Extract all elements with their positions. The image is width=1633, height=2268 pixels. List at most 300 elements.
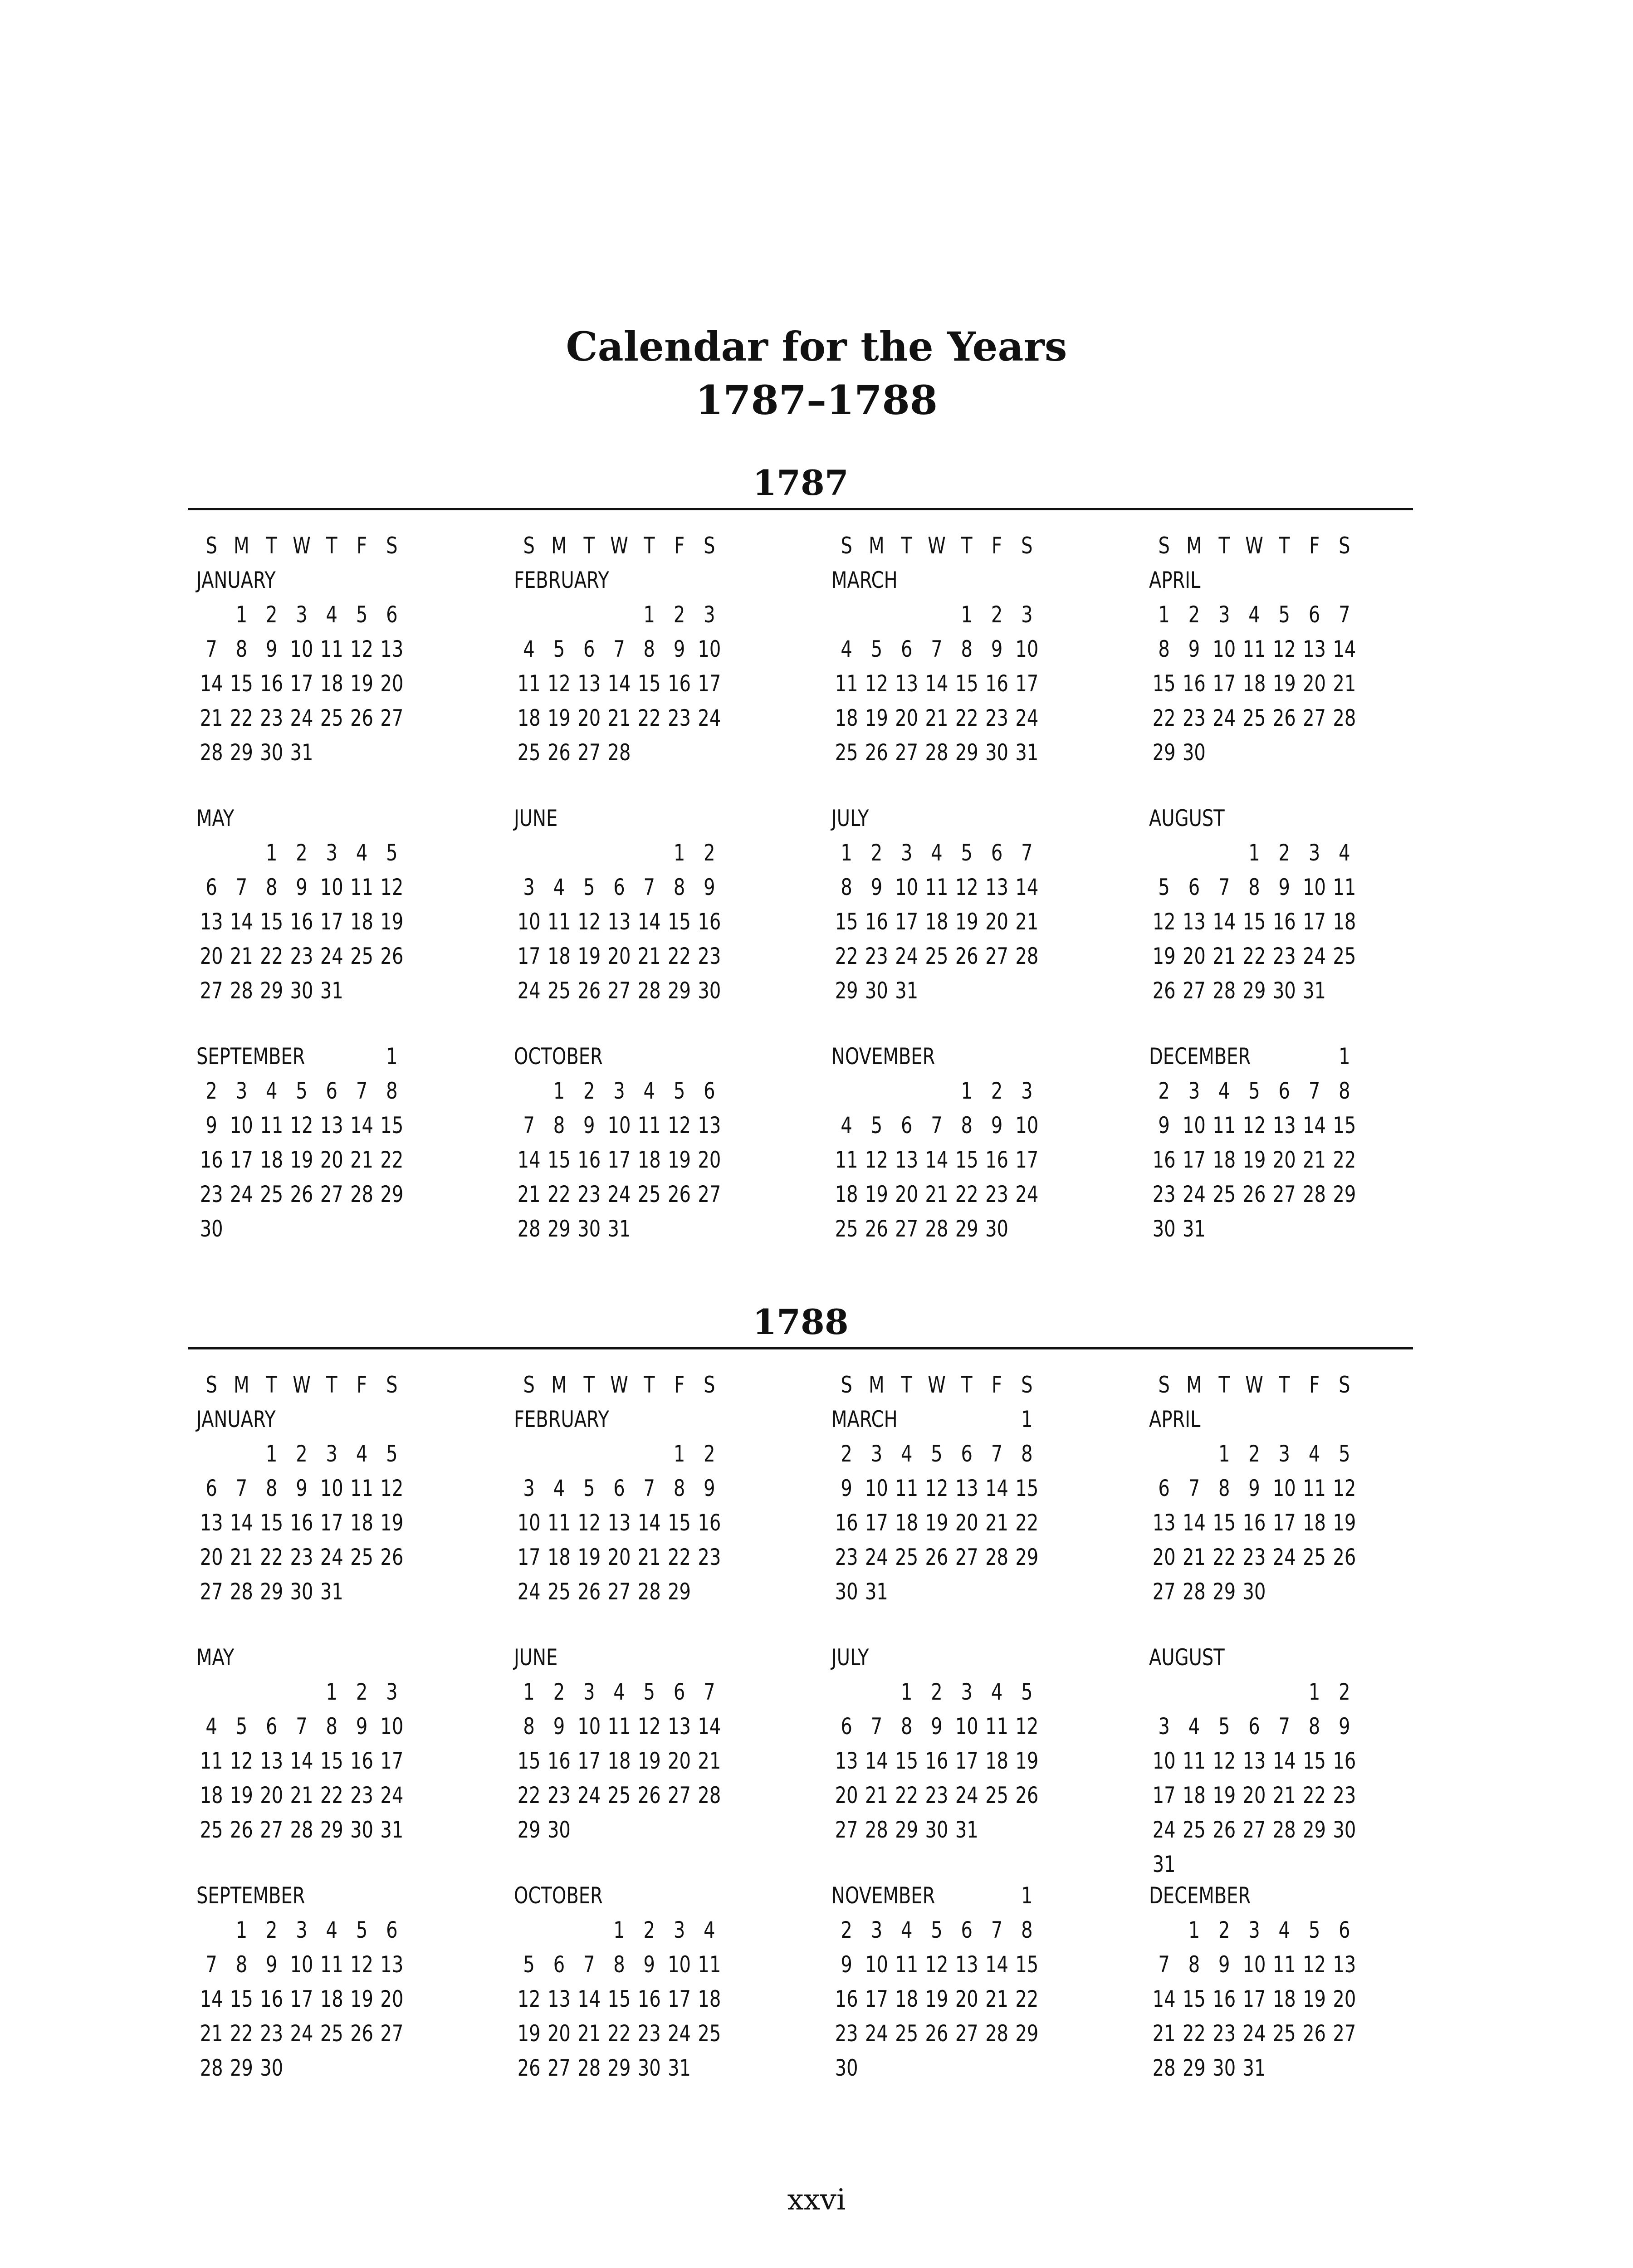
day-number: 19 (865, 705, 888, 731)
week-row (1149, 870, 1359, 904)
day-number: 27 (607, 978, 631, 1004)
day-number: 30 (260, 2055, 284, 2081)
weekday-label: S (1339, 1372, 1350, 1398)
empty-day (544, 1437, 574, 1471)
day-number: 14 (1333, 636, 1356, 662)
day-number: 16 (637, 1986, 661, 2012)
day-number: 25 (547, 1579, 571, 1605)
day-number: 20 (835, 1782, 858, 1809)
day-number: 30 (1182, 739, 1206, 766)
day-number: 5 (553, 636, 565, 662)
weekday-label: S (1021, 1372, 1033, 1398)
day-number: 17 (320, 909, 343, 935)
day-number: 19 (290, 1147, 313, 1173)
day-number: 15 (955, 1147, 978, 1173)
day-number: 25 (895, 2020, 919, 2047)
month-name-row (514, 1039, 724, 1074)
day-number: 4 (900, 1441, 913, 1467)
day-number: 4 (613, 1679, 625, 1705)
day-number: 17 (230, 1147, 253, 1173)
empty-day (861, 1675, 891, 1709)
day-number: 24 (1015, 1181, 1039, 1207)
day-number: 6 (386, 601, 398, 628)
day-number: 28 (1015, 943, 1039, 969)
day-number: 1 (553, 1078, 565, 1104)
day-number: 16 (290, 1510, 313, 1536)
day-number: 9 (643, 1951, 655, 1978)
weekday-label: M (551, 1372, 567, 1398)
day-number: 2 (841, 1917, 852, 1943)
day-number: 6 (386, 1917, 398, 1943)
day-number: 13 (985, 874, 1009, 900)
day-number: 5 (296, 1078, 308, 1104)
day-number: 27 (955, 2020, 978, 2047)
day-number: 8 (841, 874, 852, 900)
weekday-label: T (266, 1372, 277, 1398)
week-row (1149, 1437, 1359, 1471)
week-row (1149, 1074, 1359, 1108)
empty-day (574, 836, 604, 870)
day-number: 19 (547, 705, 571, 731)
day-number: 12 (1333, 1475, 1356, 1501)
day-number: 3 (870, 1441, 883, 1467)
day-number: 10 (895, 874, 919, 900)
week-row (1149, 1505, 1359, 1540)
day-number: 7 (931, 636, 943, 662)
day-number: 20 (577, 705, 601, 731)
day-number: 17 (1242, 1986, 1266, 2012)
day-number: 23 (200, 1181, 223, 1207)
week-row (1149, 1574, 1359, 1609)
day-number: 26 (637, 1782, 661, 1809)
day-number: 20 (1272, 1147, 1296, 1173)
day-number: 10 (320, 1475, 343, 1501)
day-number: 15 (607, 1986, 631, 2012)
day-number: 11 (895, 1951, 919, 1978)
week-row (514, 1505, 724, 1540)
day-number: 18 (350, 1510, 374, 1536)
day-number: 14 (200, 1986, 223, 2012)
day-number: 30 (835, 2055, 858, 2081)
empty-day (604, 597, 634, 632)
day-number: 13 (607, 909, 631, 935)
empty-day (1179, 1675, 1209, 1709)
day-number: 12 (668, 1112, 691, 1139)
day-number: 9 (1158, 1112, 1170, 1139)
day-number: 11 (350, 1475, 374, 1501)
day-number: 14 (1213, 909, 1236, 935)
week-row (1149, 1039, 1359, 1074)
day-number: 26 (1333, 1544, 1356, 1570)
day-number: 9 (704, 1475, 715, 1501)
day-number: 22 (835, 943, 858, 969)
day-number: 29 (607, 2055, 631, 2081)
day-number: 24 (1182, 1181, 1206, 1207)
day-number: 23 (350, 1782, 374, 1809)
weekday-label: F (1309, 1372, 1320, 1398)
empty-day (514, 1913, 544, 1947)
day-number: 28 (607, 739, 631, 766)
day-number: 26 (865, 739, 888, 766)
day-number: 3 (870, 1917, 883, 1943)
day-number: 3 (961, 1679, 973, 1705)
day-number: 23 (835, 2020, 858, 2047)
day-number: 15 (1015, 1475, 1039, 1501)
day-number: 21 (637, 1544, 661, 1570)
day-number: 25 (1303, 1544, 1326, 1570)
day-number: 19 (1015, 1748, 1039, 1774)
month-name-row (514, 563, 724, 597)
weekday-label: S (1021, 533, 1033, 559)
week-row (196, 939, 407, 973)
day-number: 9 (1278, 874, 1290, 900)
day-number: 2 (1218, 1917, 1230, 1943)
day-number: 1 (900, 1679, 913, 1705)
month-name: MARCH (831, 1402, 900, 1437)
day-number: 23 (1242, 1544, 1266, 1570)
day-number: 24 (1213, 705, 1236, 731)
day-number: 27 (1303, 705, 1326, 731)
day-number: 26 (577, 978, 601, 1004)
day-number: 26 (1152, 978, 1176, 1004)
empty-day (196, 1913, 226, 1947)
week-row (196, 1744, 407, 1778)
day-number: 12 (230, 1748, 253, 1774)
day-number: 1 (523, 1679, 535, 1705)
day-number: 27 (1333, 2020, 1356, 2047)
day-number: 17 (955, 1748, 978, 1774)
day-number: 2 (673, 601, 685, 628)
day-number: 20 (200, 943, 223, 969)
day-number: 7 (205, 1951, 217, 1978)
day-number: 25 (1182, 1817, 1206, 1843)
day-number: 17 (517, 943, 541, 969)
day-number: 24 (698, 705, 721, 731)
day-number: 1 (961, 1078, 973, 1104)
week-row (196, 904, 407, 939)
day-number: 6 (900, 636, 913, 662)
day-number: 16 (668, 670, 691, 697)
day-number: 6 (205, 874, 217, 900)
week-row (196, 2016, 407, 2051)
day-number: 29 (517, 1817, 541, 1843)
day-number: 13 (200, 1510, 223, 1536)
day-number: 15 (1015, 1951, 1039, 1978)
day-number: 9 (356, 1713, 368, 1740)
day-number: 5 (870, 636, 883, 662)
day-number: 17 (380, 1748, 404, 1774)
day-number: 14 (1152, 1986, 1176, 2012)
day-number: 26 (1213, 1817, 1236, 1843)
day-number: 25 (200, 1817, 223, 1843)
day-number: 29 (668, 978, 691, 1004)
weekday-label: M (234, 1372, 249, 1398)
day-number: 8 (386, 1078, 398, 1104)
day-number: 5 (643, 1679, 655, 1705)
month-name-row (196, 1402, 407, 1437)
day-number: 1 (1248, 840, 1260, 866)
week-row (514, 1778, 724, 1813)
day-number: 5 (356, 601, 368, 628)
day-number: 18 (320, 670, 343, 697)
day-number: 12 (1303, 1951, 1326, 1978)
day-number: 17 (1303, 909, 1326, 935)
week-row (196, 1778, 407, 1813)
day-number: 23 (925, 1782, 949, 1809)
day-number: 31 (1303, 978, 1326, 1004)
day-number: 9 (296, 1475, 308, 1501)
day-number: 13 (1182, 909, 1206, 935)
day-number: 21 (607, 705, 631, 731)
day-number: 10 (865, 1475, 888, 1501)
month-name-row (831, 1039, 1042, 1074)
day-number: 22 (955, 1181, 978, 1207)
empty-day (922, 597, 952, 632)
day-number: 26 (380, 943, 404, 969)
week-row (196, 1813, 407, 1847)
day-number: 6 (1188, 874, 1200, 900)
day-number: 28 (230, 978, 253, 1004)
day-number: 1 (673, 1441, 685, 1467)
day-number: 28 (985, 1544, 1009, 1570)
day-number: 28 (290, 1817, 313, 1843)
day-number: 14 (925, 670, 949, 697)
week-row (196, 1212, 407, 1246)
day-number: 4 (356, 1441, 368, 1467)
month-name-row (831, 1640, 1042, 1675)
week-row (831, 1744, 1042, 1778)
day-number: 7 (1188, 1475, 1200, 1501)
day-number: 13 (955, 1475, 978, 1501)
day-number: 24 (865, 1544, 888, 1570)
weekday-label: S (1339, 533, 1350, 559)
day-number: 8 (1339, 1078, 1350, 1104)
day-number: 23 (1272, 943, 1296, 969)
month-name: APRIL (1149, 1402, 1203, 1437)
month-march (831, 528, 1042, 770)
weekday-label: S (1158, 1372, 1170, 1398)
day-number: 5 (235, 1713, 248, 1740)
week-row (196, 2051, 407, 2085)
day-number: 16 (985, 670, 1009, 697)
week-row (831, 939, 1042, 973)
day-number: 8 (1248, 874, 1260, 900)
day-number: 24 (517, 1579, 541, 1605)
day-number: 25 (320, 705, 343, 731)
day-number: 13 (1152, 1510, 1176, 1536)
empty-day (514, 597, 544, 632)
day-number: 12 (865, 1147, 888, 1173)
day-number: 18 (698, 1986, 721, 2012)
day-number: 2 (296, 840, 308, 866)
day-number: 8 (235, 1951, 248, 1978)
day-number: 3 (704, 601, 715, 628)
day-number: 28 (350, 1181, 374, 1207)
day-number: 8 (235, 636, 248, 662)
day-number: 2 (296, 1441, 308, 1467)
day-number: 19 (925, 1986, 949, 2012)
day-number: 19 (350, 670, 374, 697)
weekday-label: M (234, 533, 249, 559)
day-number: 24 (1015, 705, 1039, 731)
day-number: 26 (925, 1544, 949, 1570)
day-number: 7 (296, 1713, 308, 1740)
day-number: 2 (841, 1441, 852, 1467)
weekday-label: T (644, 1372, 655, 1398)
day-number: 18 (1213, 1147, 1236, 1173)
day-number: 25 (925, 943, 949, 969)
week-row (196, 973, 407, 1008)
day-number: 5 (356, 1917, 368, 1943)
day-number: 29 (1333, 1181, 1356, 1207)
day-number: 15 (668, 909, 691, 935)
day-number: 25 (637, 1181, 661, 1207)
day-number: 28 (1272, 1817, 1296, 1843)
day-number: 6 (553, 1951, 565, 1978)
day-number: 23 (985, 1181, 1009, 1207)
day-number: 26 (547, 739, 571, 766)
week-row (1149, 1813, 1359, 1847)
day-number: 21 (230, 1544, 253, 1570)
day-number: 3 (326, 1441, 337, 1467)
week-row (831, 904, 1042, 939)
day-number: 23 (698, 1544, 721, 1570)
day-number: 6 (613, 874, 625, 900)
week-row (514, 1982, 724, 2016)
day-number: 7 (643, 1475, 655, 1501)
week-row (831, 1778, 1042, 1813)
weekday-label: W (610, 533, 628, 559)
day-number: 1 (235, 601, 248, 628)
day-number: 14 (985, 1475, 1009, 1501)
day-number: 21 (290, 1782, 313, 1809)
day-number: 12 (925, 1475, 949, 1501)
day-number: 15 (230, 1986, 253, 2012)
day-number: 1 (1339, 1043, 1350, 1070)
weekday-header (831, 528, 1042, 563)
day-number: 16 (985, 1147, 1009, 1173)
day-number: 18 (1333, 909, 1356, 935)
day-number: 3 (523, 1475, 535, 1501)
day-number: 11 (260, 1112, 284, 1139)
day-number: 6 (583, 636, 595, 662)
day-number: 26 (1303, 2020, 1326, 2047)
week-row (196, 1540, 407, 1574)
empty-day (831, 597, 861, 632)
day-number: 18 (895, 1510, 919, 1536)
day-number: 10 (698, 636, 721, 662)
empty-day (544, 1913, 574, 1947)
weekday-header (514, 1368, 724, 1402)
empty-day (196, 1437, 226, 1471)
day-number: 6 (326, 1078, 337, 1104)
day-number: 1 (326, 1679, 337, 1705)
day-number: 17 (517, 1544, 541, 1570)
day-number: 2 (553, 1679, 565, 1705)
day-number: 17 (290, 670, 313, 697)
day-number: 17 (698, 670, 721, 697)
day-number: 23 (260, 705, 284, 731)
day-number: 20 (895, 1181, 919, 1207)
weekday-label: T (1218, 1372, 1230, 1398)
day-number: 29 (1015, 1544, 1039, 1570)
day-number: 4 (704, 1917, 715, 1943)
day-number: 29 (260, 1579, 284, 1605)
day-number: 19 (925, 1510, 949, 1536)
day-number: 30 (637, 2055, 661, 2081)
day-number: 23 (835, 1544, 858, 1570)
week-row (831, 1505, 1042, 1540)
day-number: 16 (547, 1748, 571, 1774)
day-number: 8 (265, 874, 278, 900)
day-number: 2 (1248, 1441, 1260, 1467)
day-number: 7 (643, 874, 655, 900)
week-row (1149, 1982, 1359, 2016)
day-number: 18 (1303, 1510, 1326, 1536)
day-number: 20 (1182, 943, 1206, 969)
day-number: 2 (991, 1078, 1003, 1104)
day-number: 24 (320, 1544, 343, 1570)
weekday-label: F (1309, 533, 1320, 559)
week-row (1149, 2051, 1359, 2085)
day-number: 17 (1015, 1147, 1039, 1173)
year-heading: 1787 (753, 463, 849, 503)
day-number: 16 (1272, 909, 1296, 935)
week-row (196, 1143, 407, 1177)
day-number: 22 (230, 705, 253, 731)
day-number: 20 (955, 1510, 978, 1536)
day-number: 2 (583, 1078, 595, 1104)
day-number: 30 (1333, 1817, 1356, 1843)
day-number: 5 (386, 840, 398, 866)
day-number: 29 (320, 1817, 343, 1843)
day-number: 19 (350, 1986, 374, 2012)
day-number: 18 (260, 1147, 284, 1173)
day-number: 27 (1152, 1579, 1176, 1605)
day-number: 11 (517, 670, 541, 697)
day-number: 13 (380, 636, 404, 662)
page-title (0, 320, 1633, 427)
empty-day (196, 597, 226, 632)
day-number: 29 (260, 978, 284, 1004)
day-number: 6 (704, 1078, 715, 1104)
week-row (196, 701, 407, 735)
weekday-label: S (386, 533, 398, 559)
day-number: 2 (1158, 1078, 1170, 1104)
day-number: 26 (668, 1181, 691, 1207)
day-number: 30 (350, 1817, 374, 1843)
day-number: 26 (1242, 1181, 1266, 1207)
day-number: 22 (668, 1544, 691, 1570)
day-number: 22 (1242, 943, 1266, 969)
day-number: 1 (613, 1917, 625, 1943)
day-number: 30 (1272, 978, 1296, 1004)
weekday-label: S (205, 1372, 217, 1398)
day-number: 15 (895, 1748, 919, 1774)
empty-day (952, 1402, 982, 1437)
empty-day (1149, 836, 1179, 870)
day-number: 20 (1303, 670, 1326, 697)
day-number: 10 (1272, 1475, 1296, 1501)
day-number: 30 (865, 978, 888, 1004)
day-number: 8 (1308, 1713, 1320, 1740)
day-number: 27 (380, 2020, 404, 2047)
day-number: 22 (895, 1782, 919, 1809)
day-number: 9 (583, 1112, 595, 1139)
empty-day (634, 836, 664, 870)
day-number: 27 (1272, 1181, 1296, 1207)
day-number: 16 (1213, 1986, 1236, 2012)
